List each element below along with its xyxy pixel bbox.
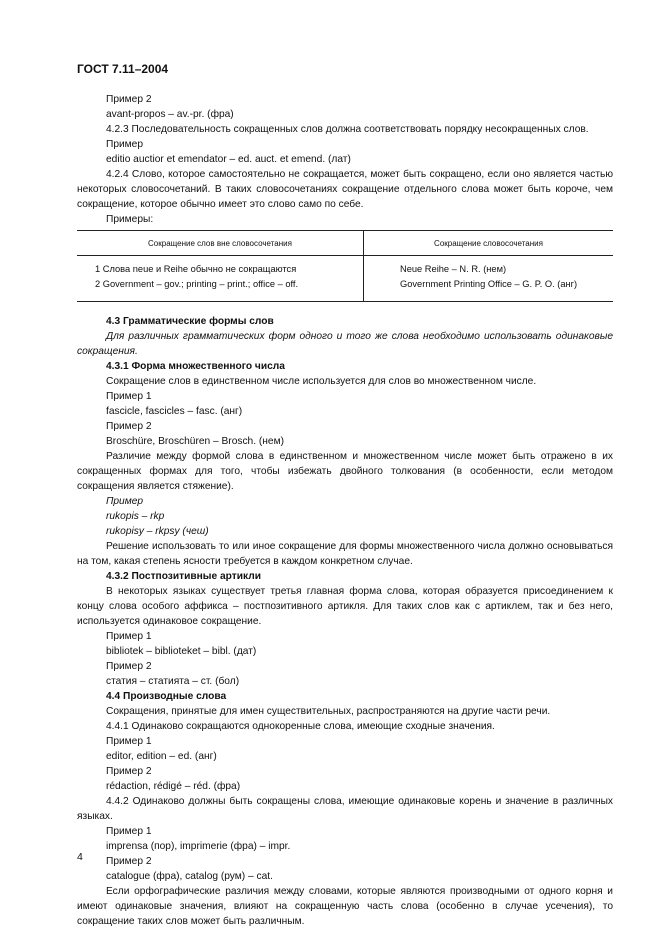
example-label: Пример 1 <box>106 736 152 747</box>
example-text: статия – статията – ст. (бол) <box>106 676 240 687</box>
table-header-cell: Сокращение слов вне словосочетания <box>77 231 364 256</box>
example-label: Пример 1 <box>106 826 152 837</box>
paragraph: Если орфографические различия между словами, которые являются производными от одного корня и имеют одинаковые значения, влияют на сокращенную часть слова (особенно в случае усечения), то сокращение таких слов может быть различным. <box>77 886 613 927</box>
example-text: Broschüre, Broschüren – Brosch. (нем) <box>106 436 284 447</box>
example-label: Пример 2 <box>106 421 152 432</box>
example-text: editio auctior et emendator – ed. auct. et emend. (лат) <box>106 154 351 165</box>
section-intro: Для различных грамматических форм одного и того же слова необходимо использовать одинаковые сокращения. <box>77 331 613 357</box>
example-label: Пример 2 <box>106 856 152 867</box>
page-number: 4 <box>77 851 83 863</box>
section-heading-4-3: 4.3 Грамматические формы слов <box>106 316 274 327</box>
paragraph: Сокращения, принятые для имен существительных, распространяются на другие части речи. <box>106 706 551 717</box>
subsection-heading-4-3-2: 4.3.2 Постпозитивные артикли <box>106 571 261 582</box>
examples-table <box>77 230 613 302</box>
example-text: rédaction, rédigé – réd. (фра) <box>106 781 241 792</box>
example-label: Пример 1 <box>106 391 152 402</box>
document-body <box>77 92 613 929</box>
table-cell-line: Government Printing Office – G. P. O. (анг) <box>400 279 578 289</box>
table-cell <box>364 256 614 302</box>
example-label: Пример <box>106 139 144 150</box>
example-text: rukopis – rkp <box>106 511 165 522</box>
example-text: imprensa (пор), imprimerie (фра) – impr. <box>106 841 291 852</box>
example-text: catalogue (фра), catalog (рум) – cat. <box>106 871 273 882</box>
paragraph: Решение использовать то или иное сокращение для формы множественного числа должно основываться на том, какая степень ясности требуется в каждом конкретном случае. <box>77 541 613 567</box>
table-header-cell: Сокращение словосочетания <box>364 231 614 256</box>
example-label: Пример 2 <box>106 766 152 777</box>
example-text: rukopisy – rkpsy (чеш) <box>106 526 209 537</box>
clause-4-2-4: 4.2.4 Слово, которое самостоятельно не сокращается, может быть сокращено, если оно является частью некоторых словосочетаний. В таких словосочетаниях сокращение отдельного слова может быть короче, чем сокращение, которое обычно имеет это слово само по себе. <box>77 169 613 210</box>
example-text: bibliotek – biblioteket – bibl. (дат) <box>106 646 257 657</box>
example-text: avant-propos – av.-pr. (фра) <box>106 109 234 120</box>
example-label: Пример 1 <box>106 631 152 642</box>
subsection-heading-4-3-1: 4.3.1 Форма множественного числа <box>106 361 285 372</box>
example-label: Пример 2 <box>106 661 152 672</box>
example-label: Пример <box>106 496 144 507</box>
example-label: Пример 2 <box>106 94 152 105</box>
example-text: fascicle, fascicles – fasc. (анг) <box>106 406 243 417</box>
table-cell-line: 1 Слова neue и Reihe обычно не сокращаются <box>95 264 297 274</box>
table-row <box>77 256 613 302</box>
table-cell-line: 2 Government – gov.; printing – print.; office – off. <box>95 279 299 289</box>
clause-4-4-2: 4.4.2 Одинаково должны быть сокращены слова, имеющие одинаковые корень и значение в различных языках. <box>77 796 613 822</box>
section-heading-4-4: 4.4 Производные слова <box>106 691 227 702</box>
paragraph: Различие между формой слова в единственном и множественном числе может быть отражено в их сокращенных формах для того, чтобы избежать двойного толкования (в особенности, если методом сокращения является стяжение). <box>77 451 613 492</box>
clause-4-2-3: 4.2.3 Последовательность сокращенных слов должна соответствовать порядку несокращенных слов. <box>106 124 589 135</box>
table-header-row <box>77 231 613 256</box>
table-cell <box>77 256 364 302</box>
paragraph: В некоторых языках существует третья главная форма слова, которая образуется присоединением к концу слова особого аффикса – постпозитивного артикля. Для таких слов как с артиклем, так и без него, используется одинаковое сокращение. <box>77 586 613 627</box>
document-header: ГОСТ 7.11–2004 <box>77 62 169 76</box>
examples-label: Примеры: <box>106 214 154 225</box>
clause-4-4-1: 4.4.1 Одинаково сокращаются однокоренные слова, имеющие сходные значения. <box>106 721 495 732</box>
table-cell-line: Neue Reihe – N. R. (нем) <box>400 264 507 274</box>
example-text: editor, edition – ed. (анг) <box>106 751 217 762</box>
paragraph: Сокращение слов в единственном числе используется для слов во множественном числе. <box>106 376 537 387</box>
